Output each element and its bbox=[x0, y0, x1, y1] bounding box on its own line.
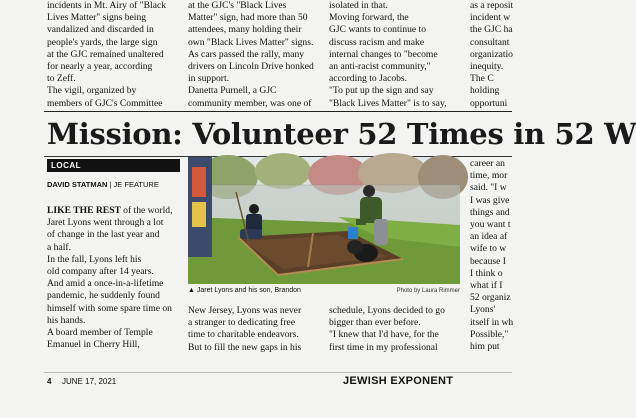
text-line: "I knew that I'd have, for the bbox=[329, 329, 439, 341]
text-line: Moving forward, the bbox=[329, 12, 409, 24]
text-line: Possible," bbox=[470, 328, 509, 340]
text-line: bigger than ever before. bbox=[329, 317, 421, 329]
text-line: As cars passed the rally, many bbox=[188, 48, 305, 60]
text-line: a half. bbox=[47, 241, 71, 253]
text-line: said. "I w bbox=[470, 182, 507, 194]
text-line: The vigil, organized by bbox=[47, 85, 137, 97]
text-line: organizatio bbox=[470, 48, 513, 60]
text-line: for nearly a year, according bbox=[47, 61, 153, 73]
top-column-3 bbox=[329, 0, 462, 109]
text-line: own "Black Lives Matter" signs. bbox=[188, 36, 314, 48]
text-line: The C bbox=[470, 73, 494, 85]
top-column-2 bbox=[188, 0, 321, 109]
text-line: holding bbox=[470, 85, 500, 97]
text-line: first time in my professional bbox=[329, 341, 438, 353]
text-line: the GJC ha bbox=[470, 24, 513, 36]
text-line: wife to w bbox=[470, 243, 507, 255]
text-line: Danetta Purnell, a GJC bbox=[188, 85, 277, 97]
text-line: "Black Lives Matter" is to say, bbox=[329, 97, 447, 109]
text-line: community member, was one of bbox=[188, 97, 312, 109]
body-column-1 bbox=[47, 205, 180, 365]
text-line: career an bbox=[470, 158, 505, 169]
text-line: But to fill the new gaps in his bbox=[188, 341, 302, 353]
text-line: time, mor bbox=[470, 170, 508, 182]
byline: DAVID STATMAN | JE FEATURE bbox=[47, 180, 159, 189]
top-column-4 bbox=[470, 0, 514, 109]
top-column-1 bbox=[47, 0, 180, 109]
photo-credit: Photo by Laura Rimmer bbox=[396, 288, 460, 294]
page-number: 4 bbox=[47, 377, 52, 386]
byline-name: DAVID STATMAN bbox=[47, 180, 108, 189]
article-photo bbox=[188, 157, 460, 284]
text-line: GJC wants to continue to bbox=[329, 24, 426, 36]
text-line: 52 organiz bbox=[470, 292, 511, 304]
text-line: himself with some spare time on bbox=[47, 302, 172, 314]
text-line: Lives Matter" signs being bbox=[47, 12, 147, 24]
text-line: internal changes to "become bbox=[329, 48, 438, 60]
text-line: him put bbox=[470, 341, 500, 353]
text-line: incident w bbox=[470, 12, 511, 24]
text-line: isolated in that. bbox=[329, 0, 388, 11]
text-line: at the GJC's "Black Lives bbox=[188, 0, 287, 11]
text-line: vandalized and discarded in bbox=[47, 24, 154, 36]
text-line: Emanuel in Cherry Hill, bbox=[47, 339, 140, 351]
text-line: Jaret Lyons went through a lot bbox=[47, 217, 164, 229]
text-line: I was give bbox=[470, 194, 510, 206]
text-line: what if I bbox=[470, 280, 503, 292]
text-line: to Zeff. bbox=[47, 73, 76, 85]
text-line: because I bbox=[470, 255, 506, 267]
text-line: LIKE THE REST of the world, bbox=[47, 205, 173, 216]
caption-triangle-icon: ▲ bbox=[188, 287, 195, 294]
text-line: an anti-racist community," bbox=[329, 61, 431, 73]
body-column-4 bbox=[470, 158, 512, 368]
text-line: people's yards, the large sign bbox=[47, 36, 158, 48]
text-line: Lyons' bbox=[470, 304, 496, 316]
text-line: time to charitable endeavors. bbox=[188, 329, 299, 341]
headline: Mission: Volunteer 52 Times in 52 W bbox=[47, 117, 636, 151]
photo-caption bbox=[188, 286, 460, 296]
publication-name: JEWISH EXPONENT bbox=[343, 375, 454, 387]
text-line: I think o bbox=[470, 267, 503, 279]
footer-rule bbox=[44, 372, 512, 373]
caption-text: Jaret Lyons and his son, Brandon bbox=[196, 287, 301, 294]
text-line: discuss racism and make bbox=[329, 36, 425, 48]
text-line: according to Jacobs. bbox=[329, 73, 408, 85]
body-column-2 bbox=[188, 305, 321, 365]
garden-photo-illustration bbox=[188, 157, 460, 284]
text-line: inequity. bbox=[470, 61, 504, 73]
issue-date: JUNE 17, 2021 bbox=[62, 377, 117, 386]
section-label: LOCAL bbox=[47, 159, 180, 172]
text-line: as a reposit bbox=[470, 0, 514, 11]
text-line: at the GJC remained unaltered bbox=[47, 48, 164, 60]
text-line: incidents in Mt. Airy of "Black bbox=[47, 0, 167, 11]
text-line: A board member of Temple bbox=[47, 327, 153, 339]
text-line: old company after 14 years. bbox=[47, 266, 154, 278]
text-line: members of GJC's Committee bbox=[47, 97, 163, 109]
text-line: a stranger to dedicating free bbox=[188, 317, 296, 329]
text-line: attendees, many holding their bbox=[188, 24, 302, 36]
body-column-3 bbox=[329, 305, 462, 365]
text-line: New Jersey, Lyons was never bbox=[188, 305, 302, 316]
text-line: you want t bbox=[470, 219, 511, 231]
byline-role: JE FEATURE bbox=[113, 180, 159, 189]
text-line: of change in the last year and bbox=[47, 229, 160, 241]
top-rule bbox=[44, 111, 512, 112]
text-line: pandemic, he suddenly found bbox=[47, 290, 160, 302]
text-line: itself in wh bbox=[470, 316, 514, 328]
text-line: an idea af bbox=[470, 231, 508, 243]
text-line: In the fall, Lyons left his bbox=[47, 253, 142, 265]
text-line: things and bbox=[470, 206, 510, 218]
text-line: in support. bbox=[188, 73, 230, 85]
text-line: consultant bbox=[470, 36, 510, 48]
text-line: schedule, Lyons decided to go bbox=[329, 305, 445, 316]
text-line: drivers on Lincoln Drive honked bbox=[188, 61, 314, 73]
text-line: And amid a once-in-a-lifetime bbox=[47, 278, 164, 290]
text-line: "To put up the sign and say bbox=[329, 85, 434, 97]
text-line: Matter" sign, had more than 50 bbox=[188, 12, 308, 24]
text-line: his hands. bbox=[47, 314, 86, 326]
text-line: opportuni bbox=[470, 97, 508, 109]
